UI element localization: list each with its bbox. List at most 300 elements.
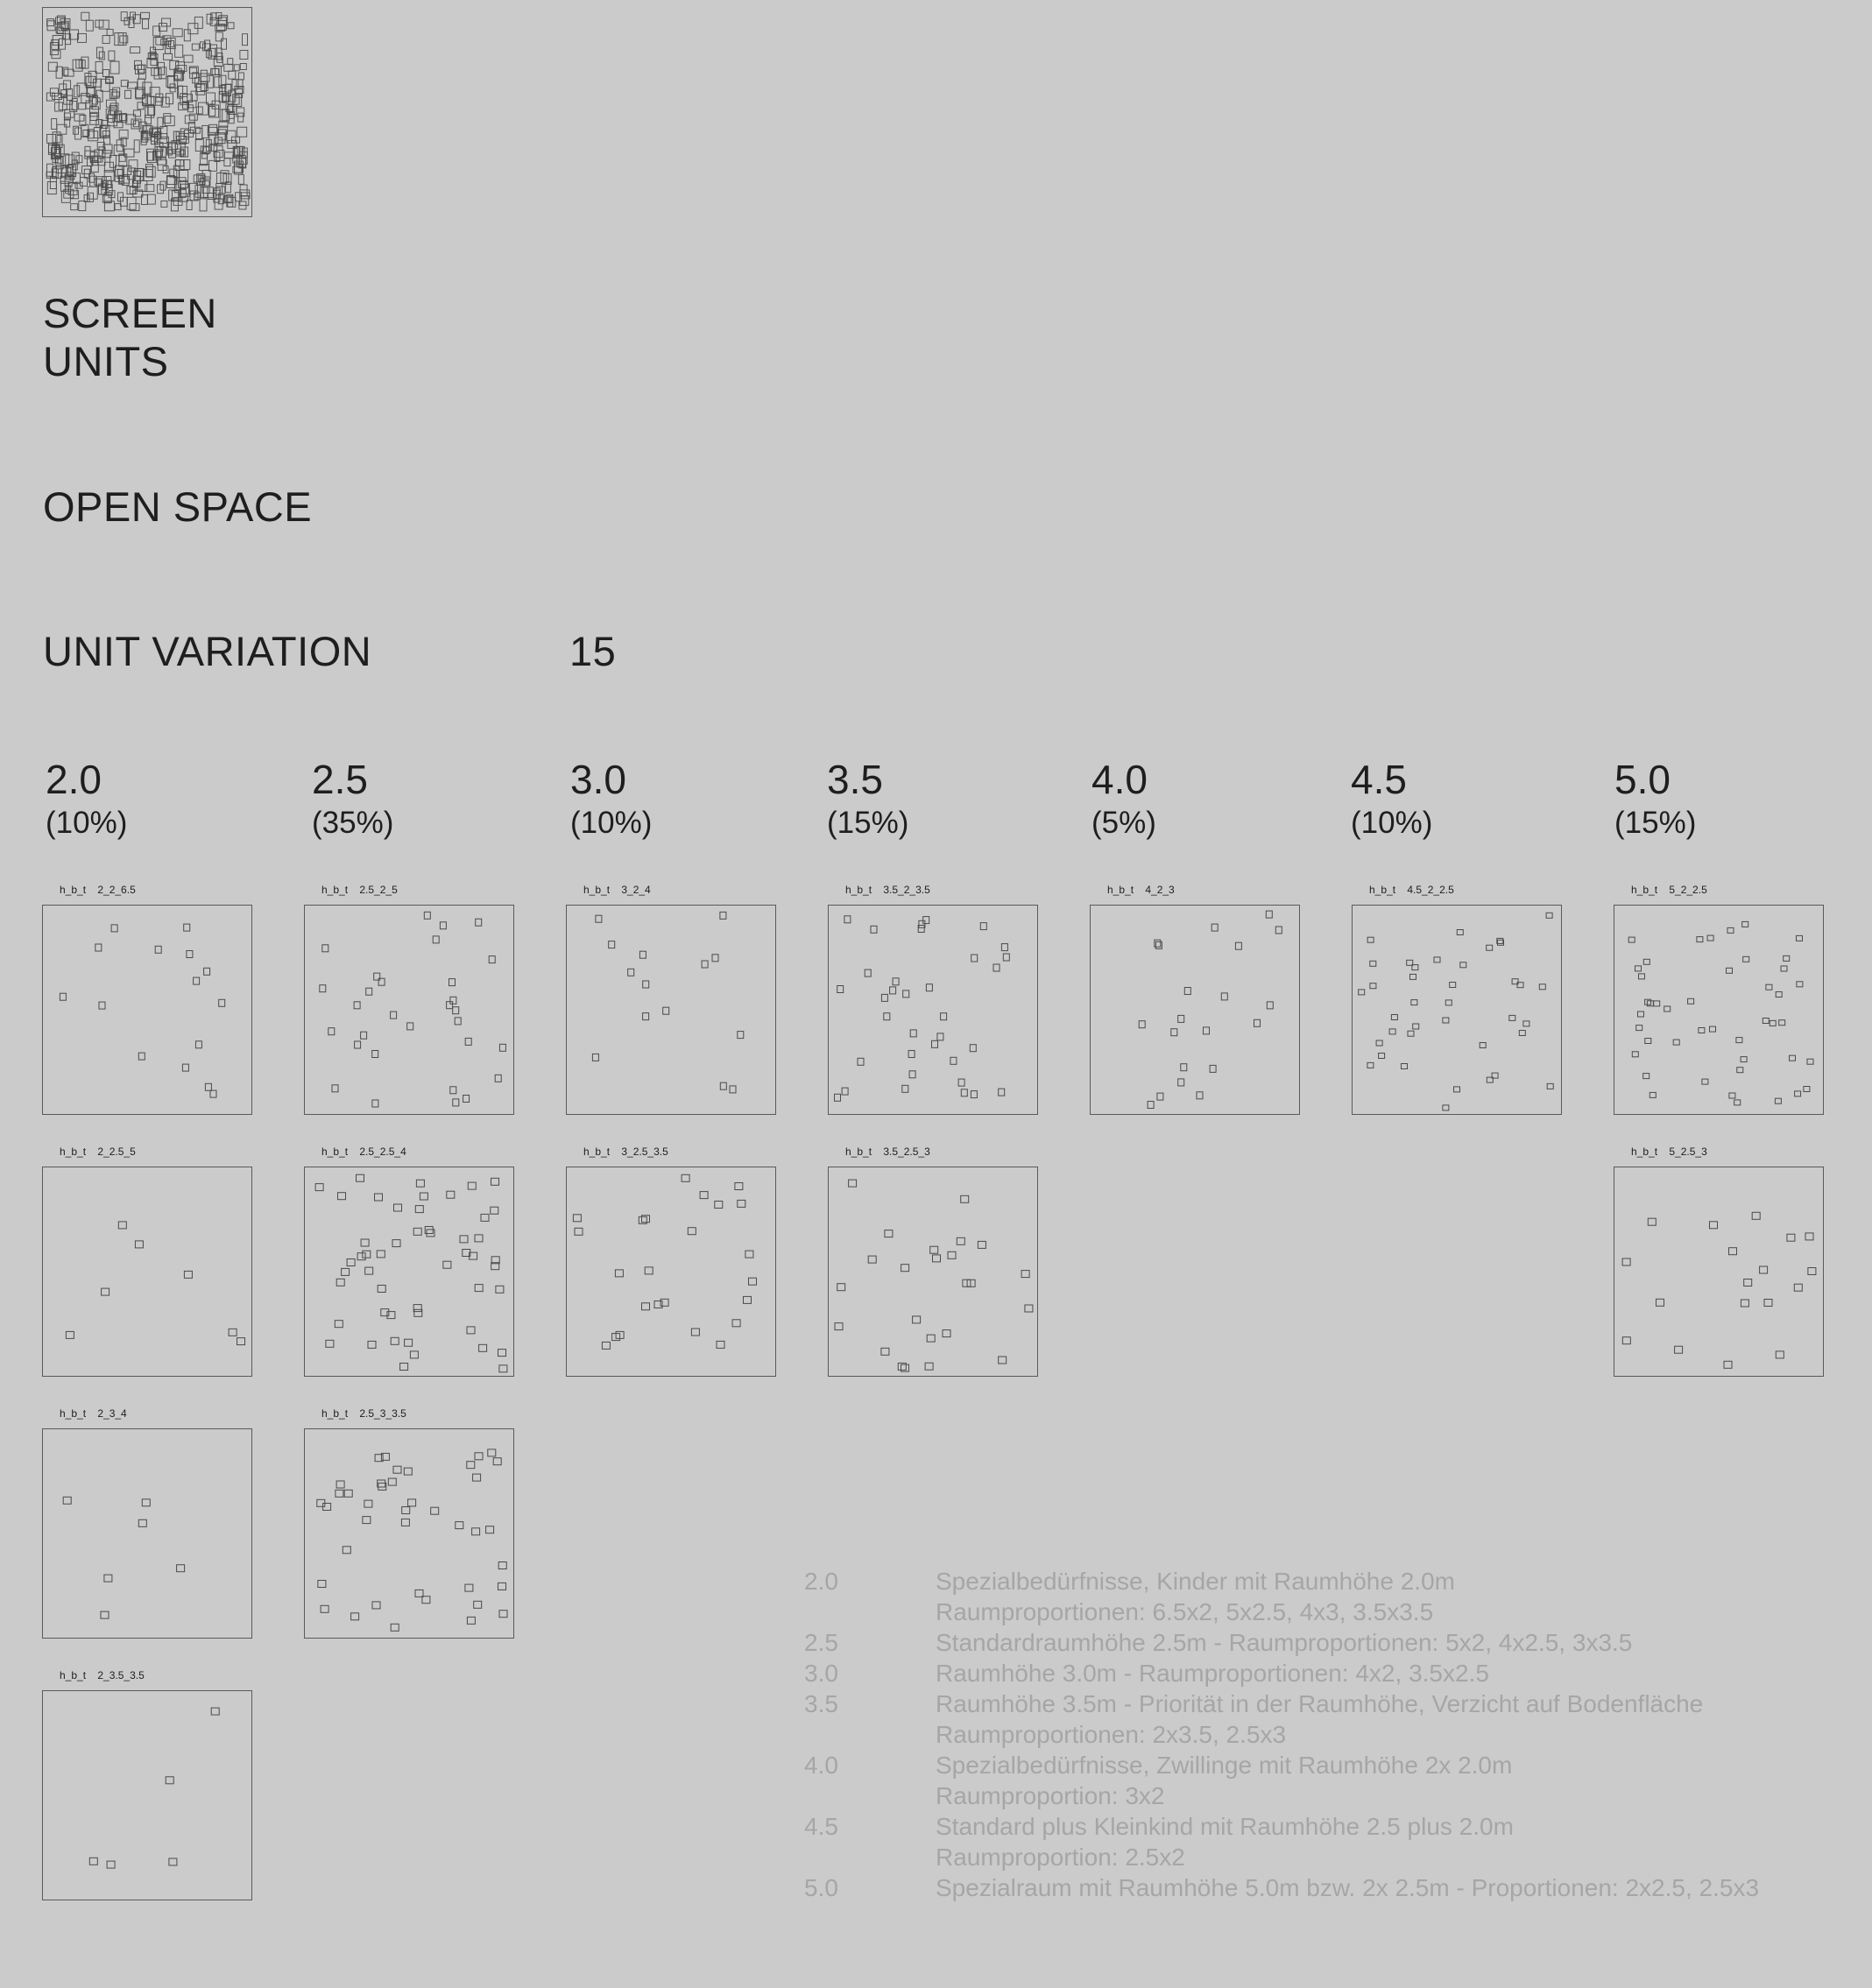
legend-key: 5.0 bbox=[804, 1874, 838, 1901]
unit-mark bbox=[336, 1481, 344, 1488]
unit-mark bbox=[491, 1207, 498, 1214]
unit-mark bbox=[890, 987, 896, 994]
overview-unit-mark bbox=[184, 55, 193, 62]
unit-mark bbox=[463, 1096, 470, 1103]
column-share: (5%) bbox=[1091, 806, 1156, 840]
unit-mark bbox=[498, 1350, 506, 1357]
unit-mark bbox=[978, 1241, 985, 1248]
overview-unit-mark bbox=[180, 170, 188, 180]
unit-mark bbox=[1645, 999, 1651, 1005]
overview-unit-mark bbox=[145, 185, 154, 192]
unit-mark bbox=[1638, 1012, 1644, 1017]
variation-label: h_b_t 4.5_2_2.5 bbox=[1369, 884, 1454, 896]
column-header-3-5 bbox=[827, 758, 908, 841]
unit-mark bbox=[950, 1057, 957, 1064]
unit-mark bbox=[1487, 945, 1493, 950]
unit-mark bbox=[1204, 1027, 1210, 1034]
overview-unit-mark bbox=[164, 53, 173, 60]
unit-mark bbox=[1647, 1001, 1653, 1006]
unit-mark bbox=[602, 1342, 610, 1349]
unit-mark bbox=[1254, 1019, 1261, 1026]
overview-unit-mark bbox=[146, 166, 155, 177]
overview-unit-mark bbox=[47, 182, 56, 194]
overview-unit-mark bbox=[115, 33, 124, 46]
unit-mark bbox=[1727, 927, 1734, 933]
overview-unit-mark bbox=[86, 20, 93, 31]
unit-mark bbox=[943, 1330, 950, 1337]
unit-mark bbox=[1546, 913, 1552, 918]
overview-unit-mark bbox=[240, 51, 248, 60]
overview-unit-mark bbox=[134, 110, 141, 116]
unit-mark bbox=[842, 1088, 848, 1095]
unit-mark bbox=[481, 1214, 489, 1221]
unit-mark bbox=[381, 1309, 389, 1316]
unit-mark bbox=[1643, 1074, 1649, 1079]
unit-mark bbox=[573, 1215, 581, 1222]
overview-unit-mark bbox=[237, 127, 247, 137]
unit-mark bbox=[404, 1468, 412, 1475]
unit-mark bbox=[99, 1002, 105, 1009]
unit-mark bbox=[1025, 1305, 1033, 1312]
unit-mark bbox=[391, 1012, 397, 1019]
unit-mark bbox=[219, 999, 225, 1006]
unit-mark bbox=[1454, 1087, 1460, 1092]
overview-unit-mark bbox=[81, 12, 89, 20]
unit-mark bbox=[374, 973, 380, 980]
variation-label: h_b_t 3_2_4 bbox=[583, 884, 651, 896]
legend-text: Raumhöhe 3.0m - Raumproportionen: 4x2, 3.5x2.5 bbox=[936, 1660, 1489, 1687]
unit-mark bbox=[1742, 921, 1748, 927]
column-share: (15%) bbox=[827, 806, 909, 840]
overview-unit-mark bbox=[80, 116, 86, 126]
variation-panel bbox=[828, 1146, 1038, 1377]
legend-text: Raumhöhe 3.5m - Priorität in der Raumhöhe, Verzicht auf Bodenfläche Raumproportionen: 2x3.5, 2.5x3 bbox=[936, 1690, 1704, 1748]
variation-units-drawing bbox=[305, 1167, 515, 1378]
open-space-overview-plan bbox=[42, 7, 252, 217]
legend-key: 3.5 bbox=[804, 1690, 838, 1717]
overview-unit-mark bbox=[144, 170, 152, 181]
unit-mark bbox=[335, 1321, 343, 1328]
overview-unit-mark bbox=[215, 66, 221, 74]
unit-mark bbox=[1649, 1092, 1656, 1097]
unit-mark bbox=[1275, 927, 1282, 934]
variation-label: h_b_t 2_3_4 bbox=[60, 1407, 127, 1420]
overview-unit-mark bbox=[52, 119, 57, 130]
unit-mark bbox=[908, 1051, 915, 1058]
unit-mark bbox=[1413, 1024, 1419, 1029]
overview-unit-mark bbox=[200, 199, 207, 211]
unit-mark bbox=[488, 1449, 496, 1456]
column-height: 4.5 bbox=[1351, 757, 1407, 802]
unit-mark bbox=[498, 1562, 506, 1569]
unit-mark bbox=[401, 1519, 409, 1526]
unit-mark bbox=[1632, 1052, 1638, 1057]
column-header-2-5 bbox=[312, 758, 393, 841]
unit-mark bbox=[491, 1178, 499, 1185]
unit-mark bbox=[1370, 983, 1376, 989]
overview-unit-mark bbox=[176, 160, 184, 166]
variation-panel bbox=[42, 1669, 252, 1900]
unit-mark bbox=[957, 1237, 964, 1244]
overview-unit-mark bbox=[229, 71, 236, 79]
variation-units-drawing bbox=[829, 1167, 1039, 1378]
variation-panel bbox=[304, 884, 514, 1115]
variation-label: h_b_t 5_2_2.5 bbox=[1631, 884, 1707, 896]
unit-mark bbox=[138, 1519, 146, 1526]
unit-mark bbox=[498, 1583, 506, 1590]
unit-mark bbox=[322, 945, 328, 952]
overview-unit-mark bbox=[145, 116, 152, 124]
unit-mark bbox=[1359, 990, 1365, 995]
unit-mark bbox=[1155, 941, 1162, 948]
variation-units-drawing bbox=[305, 1429, 515, 1639]
unit-mark bbox=[1779, 1020, 1785, 1026]
unit-mark bbox=[1519, 1031, 1525, 1036]
unit-mark bbox=[1450, 983, 1456, 988]
unit-mark bbox=[1645, 1039, 1651, 1044]
unit-mark bbox=[378, 978, 385, 985]
overview-unit-mark bbox=[175, 45, 183, 57]
unit-mark bbox=[1434, 957, 1440, 962]
unit-mark bbox=[89, 1858, 97, 1865]
overview-unit-mark bbox=[224, 159, 230, 166]
unit-mark bbox=[967, 1280, 975, 1287]
variation-units-drawing bbox=[567, 906, 777, 1116]
column-share: (35%) bbox=[312, 806, 394, 840]
overview-unit-mark bbox=[209, 160, 217, 171]
overview-units-drawing bbox=[43, 8, 252, 217]
unit-mark bbox=[1148, 1102, 1154, 1109]
unit-mark bbox=[392, 1240, 400, 1247]
unit-mark bbox=[645, 1267, 653, 1274]
unit-mark bbox=[455, 1018, 461, 1025]
unit-mark bbox=[1729, 1248, 1737, 1255]
overview-unit-mark bbox=[73, 60, 82, 71]
unit-mark bbox=[447, 1002, 453, 1009]
overview-unit-mark bbox=[165, 116, 174, 126]
unit-mark bbox=[387, 1312, 395, 1319]
unit-mark bbox=[229, 1329, 237, 1336]
column-header-3-0 bbox=[570, 758, 652, 841]
unit-mark bbox=[315, 1184, 323, 1191]
variation-label: h_b_t 3_2.5_3.5 bbox=[583, 1146, 668, 1158]
unit-mark bbox=[1391, 1015, 1397, 1020]
unit-mark bbox=[720, 912, 726, 919]
variation-panel bbox=[1614, 884, 1824, 1115]
overview-unit-mark bbox=[196, 128, 202, 139]
unit-mark bbox=[499, 1611, 507, 1618]
unit-mark bbox=[405, 1339, 413, 1346]
unit-mark bbox=[1460, 962, 1466, 968]
unit-mark bbox=[1376, 1040, 1382, 1046]
overview-unit-mark bbox=[109, 90, 117, 99]
variation-panel bbox=[828, 884, 1038, 1115]
unit-mark bbox=[475, 1285, 483, 1292]
unit-mark bbox=[1379, 1054, 1385, 1059]
overview-unit-mark bbox=[72, 152, 79, 164]
legend-key: 2.5 bbox=[804, 1629, 838, 1656]
unit-mark bbox=[1664, 1006, 1671, 1012]
unit-mark bbox=[691, 1329, 699, 1336]
overview-unit-mark bbox=[65, 109, 74, 117]
unit-mark bbox=[60, 993, 66, 1000]
unit-mark bbox=[837, 986, 844, 993]
unit-mark bbox=[1688, 998, 1694, 1004]
variation-plan bbox=[42, 905, 252, 1115]
unit-mark bbox=[971, 955, 978, 962]
unit-mark bbox=[413, 1305, 421, 1312]
unit-mark bbox=[835, 1323, 843, 1330]
variation-label: h_b_t 2.5_3_3.5 bbox=[321, 1407, 406, 1420]
unit-mark bbox=[344, 1490, 352, 1497]
unit-mark bbox=[663, 1007, 669, 1014]
unit-mark bbox=[118, 1222, 126, 1229]
variation-label: h_b_t 2_3.5_3.5 bbox=[60, 1669, 145, 1681]
unit-mark bbox=[354, 1002, 360, 1009]
overview-unit-mark bbox=[209, 134, 218, 144]
unit-mark bbox=[909, 1071, 915, 1078]
unit-mark bbox=[1509, 1015, 1515, 1020]
overview-unit-mark bbox=[168, 75, 178, 88]
unit-mark bbox=[142, 1499, 150, 1506]
unit-mark bbox=[355, 1041, 361, 1048]
unit-mark bbox=[844, 916, 851, 923]
unit-mark bbox=[1547, 1083, 1553, 1089]
unit-mark bbox=[902, 1085, 908, 1092]
overview-unit-mark bbox=[79, 201, 86, 211]
unit-mark bbox=[592, 1054, 598, 1061]
unit-mark bbox=[460, 1236, 468, 1243]
unit-mark bbox=[1805, 1233, 1813, 1240]
unit-mark bbox=[1221, 993, 1227, 1000]
overview-unit-mark bbox=[159, 67, 166, 79]
unit-mark bbox=[177, 1565, 185, 1572]
variation-panel bbox=[42, 884, 252, 1115]
unit-mark bbox=[1797, 935, 1803, 941]
overview-unit-mark bbox=[131, 47, 140, 53]
unit-mark bbox=[712, 955, 718, 962]
unit-mark bbox=[468, 1182, 476, 1189]
overview-unit-mark bbox=[81, 94, 89, 103]
unit-mark bbox=[930, 1246, 938, 1253]
overview-unit-mark bbox=[117, 140, 123, 152]
unit-mark bbox=[456, 1522, 463, 1529]
column-header-2-0 bbox=[46, 758, 127, 841]
unit-mark bbox=[1727, 968, 1733, 973]
unit-mark bbox=[1760, 1266, 1768, 1273]
variation-units-drawing bbox=[43, 1167, 253, 1378]
unit-mark bbox=[1741, 1300, 1748, 1307]
overview-unit-mark bbox=[85, 146, 90, 156]
overview-unit-mark bbox=[243, 34, 248, 46]
overview-unit-mark bbox=[81, 177, 88, 186]
variation-plan bbox=[42, 1167, 252, 1377]
unit-mark bbox=[1636, 1026, 1642, 1031]
unit-mark bbox=[1266, 911, 1272, 918]
unit-mark bbox=[1157, 1093, 1163, 1100]
variation-plan bbox=[566, 905, 776, 1115]
overview-unit-mark bbox=[234, 65, 239, 71]
overview-unit-mark bbox=[133, 121, 138, 127]
overview-unit-mark bbox=[94, 128, 100, 138]
unit-mark bbox=[1628, 937, 1635, 942]
unit-mark bbox=[400, 1364, 408, 1371]
unit-mark bbox=[473, 1474, 481, 1481]
overview-unit-mark bbox=[201, 153, 208, 166]
unit-mark bbox=[402, 1507, 410, 1514]
variation-units-drawing bbox=[43, 1429, 253, 1639]
unit-mark bbox=[1699, 1028, 1705, 1033]
unit-mark bbox=[1443, 1105, 1449, 1110]
unit-mark bbox=[1457, 930, 1463, 935]
unit-mark bbox=[443, 1261, 451, 1268]
overview-unit-mark bbox=[163, 166, 168, 173]
unit-mark bbox=[1639, 974, 1645, 979]
unit-mark bbox=[700, 1192, 708, 1199]
overview-unit-mark bbox=[236, 193, 242, 201]
unit-mark bbox=[1775, 1098, 1781, 1103]
unit-mark bbox=[717, 1341, 724, 1348]
unit-mark bbox=[1797, 982, 1803, 987]
unit-mark bbox=[1171, 1029, 1177, 1036]
unit-mark bbox=[431, 1507, 439, 1514]
unit-mark bbox=[138, 1053, 145, 1060]
overview-unit-mark bbox=[64, 81, 71, 89]
variation-units-drawing bbox=[1614, 906, 1825, 1116]
variation-units-drawing bbox=[829, 906, 1039, 1116]
unit-mark bbox=[453, 1099, 459, 1106]
unit-mark bbox=[941, 1013, 947, 1020]
unit-mark bbox=[1707, 935, 1713, 941]
unit-mark bbox=[321, 1605, 328, 1612]
variation-label: h_b_t 2_2.5_5 bbox=[60, 1146, 136, 1158]
unit-mark bbox=[447, 1191, 455, 1198]
overview-unit-mark bbox=[166, 41, 171, 53]
overview-unit-mark bbox=[201, 187, 208, 197]
unit-mark bbox=[1743, 956, 1749, 962]
unit-mark bbox=[372, 1100, 378, 1107]
overview-unit-mark bbox=[161, 201, 167, 207]
unit-mark bbox=[628, 969, 634, 976]
overview-unit-mark bbox=[147, 194, 155, 204]
unit-mark bbox=[332, 1085, 338, 1092]
unit-mark bbox=[378, 1286, 385, 1293]
variation-plan bbox=[828, 1167, 1038, 1377]
unit-mark bbox=[575, 1228, 583, 1235]
variation-panel bbox=[566, 1146, 776, 1377]
unit-mark bbox=[1178, 1015, 1184, 1022]
unit-mark bbox=[720, 1082, 726, 1089]
unit-mark bbox=[1752, 1212, 1760, 1219]
overview-unit-mark bbox=[75, 182, 82, 188]
unit-mark bbox=[1178, 1079, 1184, 1086]
unit-mark bbox=[970, 1045, 976, 1052]
unit-mark bbox=[835, 1094, 841, 1101]
unit-mark bbox=[63, 1497, 71, 1504]
unit-mark bbox=[1370, 961, 1376, 966]
legend-row bbox=[804, 1750, 1759, 1811]
variation-plan bbox=[566, 1167, 776, 1377]
legend-text: Standardraumhöhe 2.5m - Raumproportionen: 5x2, 4x2.5, 3x3.5 bbox=[936, 1629, 1633, 1656]
unit-mark bbox=[923, 917, 929, 924]
variation-plan bbox=[1352, 905, 1562, 1115]
unit-mark bbox=[1804, 1087, 1810, 1092]
legend-key: 4.5 bbox=[804, 1813, 838, 1840]
unit-mark bbox=[735, 1183, 743, 1190]
unit-mark bbox=[210, 1090, 216, 1097]
variation-plan bbox=[304, 1167, 514, 1377]
height-legend bbox=[804, 1566, 1759, 1903]
column-height: 3.0 bbox=[570, 757, 626, 802]
overview-unit-mark bbox=[209, 124, 217, 132]
unit-mark bbox=[95, 944, 102, 951]
unit-mark bbox=[66, 1331, 74, 1338]
unit-mark bbox=[475, 1453, 483, 1460]
overview-unit-mark bbox=[109, 51, 115, 60]
legend-text: Spezialbedürfnisse, Zwillinge mit Raumhöhe 2x 2.0m Raumproportion: 3x2 bbox=[936, 1752, 1513, 1809]
unit-mark bbox=[111, 925, 117, 932]
variation-units-drawing bbox=[43, 1691, 253, 1901]
unit-mark bbox=[744, 1296, 752, 1303]
unit-mark bbox=[204, 968, 210, 975]
overview-unit-mark bbox=[107, 29, 113, 35]
unit-mark bbox=[365, 1267, 373, 1274]
unit-mark bbox=[486, 1526, 494, 1533]
overview-unit-mark bbox=[194, 17, 202, 28]
unit-mark bbox=[328, 1028, 335, 1035]
unit-mark bbox=[1635, 966, 1642, 971]
unit-mark bbox=[107, 1861, 115, 1868]
variation-label: h_b_t 5_2.5_3 bbox=[1631, 1146, 1707, 1158]
unit-mark bbox=[1776, 992, 1782, 998]
unit-mark bbox=[1021, 1271, 1029, 1278]
unit-mark bbox=[449, 979, 456, 986]
unit-mark bbox=[682, 1174, 689, 1181]
overview-unit-mark bbox=[238, 73, 244, 80]
unit-mark bbox=[320, 985, 326, 992]
unit-mark bbox=[1702, 1079, 1708, 1084]
unit-mark bbox=[1003, 954, 1009, 961]
overview-unit-mark bbox=[162, 18, 171, 26]
unit-mark bbox=[1741, 1057, 1747, 1062]
unit-mark bbox=[361, 1032, 367, 1039]
unit-mark bbox=[205, 1083, 211, 1090]
legend-row bbox=[804, 1627, 1759, 1658]
variation-panel bbox=[1090, 884, 1300, 1115]
variation-units-drawing bbox=[305, 906, 515, 1116]
unit-mark bbox=[1139, 1021, 1145, 1028]
legend-row bbox=[804, 1688, 1759, 1750]
column-header-4-0 bbox=[1091, 758, 1156, 841]
legend-text: Spezialraum mit Raumhöhe 5.0m bzw. 2x 2.5m - Proportionen: 2x2.5, 2.5x3 bbox=[936, 1874, 1760, 1901]
unit-mark bbox=[837, 1284, 845, 1291]
unit-mark bbox=[933, 1255, 941, 1262]
overview-unit-mark bbox=[131, 12, 136, 19]
column-height: 4.0 bbox=[1091, 757, 1148, 802]
unit-mark bbox=[187, 951, 193, 958]
variation-plan bbox=[1614, 1167, 1824, 1377]
overview-unit-mark bbox=[202, 125, 208, 137]
unit-mark bbox=[166, 1777, 173, 1784]
unit-mark bbox=[958, 1079, 964, 1086]
unit-mark bbox=[1539, 984, 1545, 990]
unit-mark bbox=[184, 1271, 192, 1278]
unit-mark bbox=[342, 1268, 350, 1275]
unit-mark bbox=[1181, 1064, 1187, 1071]
unit-mark bbox=[1389, 1029, 1395, 1034]
variation-units-drawing bbox=[43, 906, 253, 1116]
overview-unit-mark bbox=[196, 107, 202, 114]
